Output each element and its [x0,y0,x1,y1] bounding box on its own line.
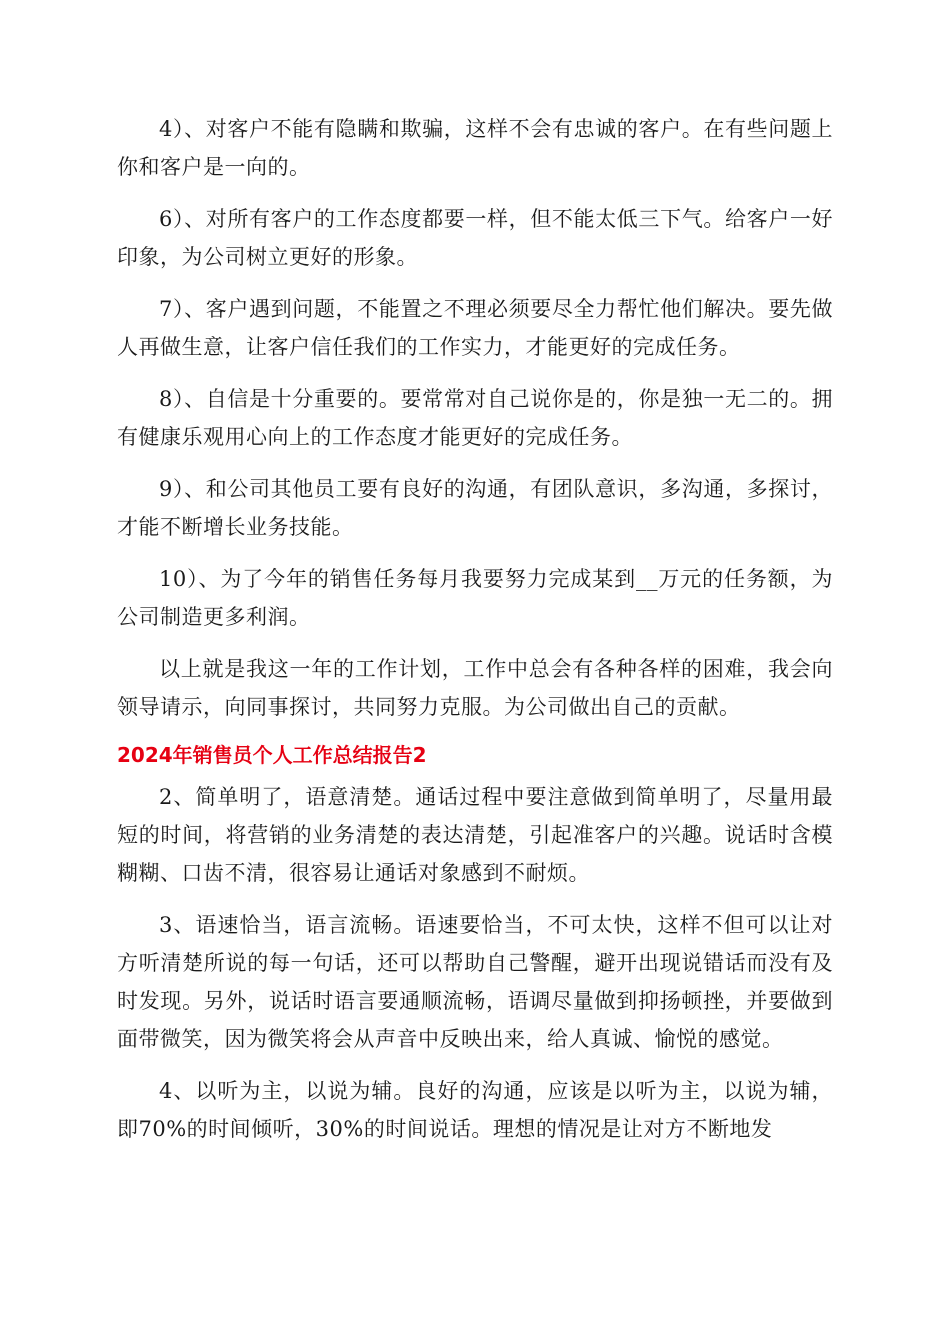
paragraph-point-2: 2、简单明了，语意清楚。通话过程中要注意做到简单明了，尽量用最短的时间，将营销的业务清楚的表达清楚，引起准客户的兴趣。说话时含模糊糊、口齿不清，很容易让通话对象感到不耐烦。 [117,785,833,885]
section-heading: 2024年销售员个人工作总结报告2 [117,743,427,767]
paragraph-point-4: 4、以听为主，以说为辅。良好的沟通，应该是以听为主，以说为辅，即70%的时间倾听，30%的时间说话。理想的情况是让对方不断地发 [117,1079,833,1141]
paragraph-item-6: 6）、对所有客户的工作态度都要一样，但不能太低三下气。给客户一好印象，为公司树立更好的形象。 [117,207,833,269]
paragraph-item-9: 9）、和公司其他员工要有良好的沟通，有团队意识，多沟通，多探讨，才能不断增长业务技能。 [117,477,833,539]
paragraph-item-8: 8）、自信是十分重要的。要常常对自己说你是的，你是独一无二的。拥有健康乐观用心向上的工作态度才能更好的完成任务。 [117,387,833,449]
paragraph-point-3: 3、语速恰当，语言流畅。语速要恰当，不可太快，这样不但可以让对方听清楚所说的每一句话，还可以帮助自己警醒，避开出现说错话而没有及时发现。另外，说话时语言要通顺流畅，语调尽量做到抑扬顿挫，并要做到面带微笑，因为微笑将会从声音中反映出来，给人真诚、愉悦的感觉。 [117,913,833,1051]
paragraph-item-10: 10）、为了今年的销售任务每月我要努力完成某到__万元的任务额，为公司制造更多利润。 [117,567,833,629]
document-body [117,110,833,1162]
paragraph-item-4: 4）、对客户不能有隐瞒和欺骗，这样不会有忠诚的客户。在有些问题上你和客户是一向的。 [117,117,833,179]
paragraph-conclusion: 以上就是我这一年的工作计划，工作中总会有各种各样的困难，我会向领导请示，向同事探讨，共同努力克服。为公司做出自己的贡献。 [117,657,833,719]
paragraph-item-7: 7）、客户遇到问题，不能置之不理必须要尽全力帮忙他们解决。要先做人再做生意，让客户信任我们的工作实力，才能更好的完成任务。 [117,297,833,359]
